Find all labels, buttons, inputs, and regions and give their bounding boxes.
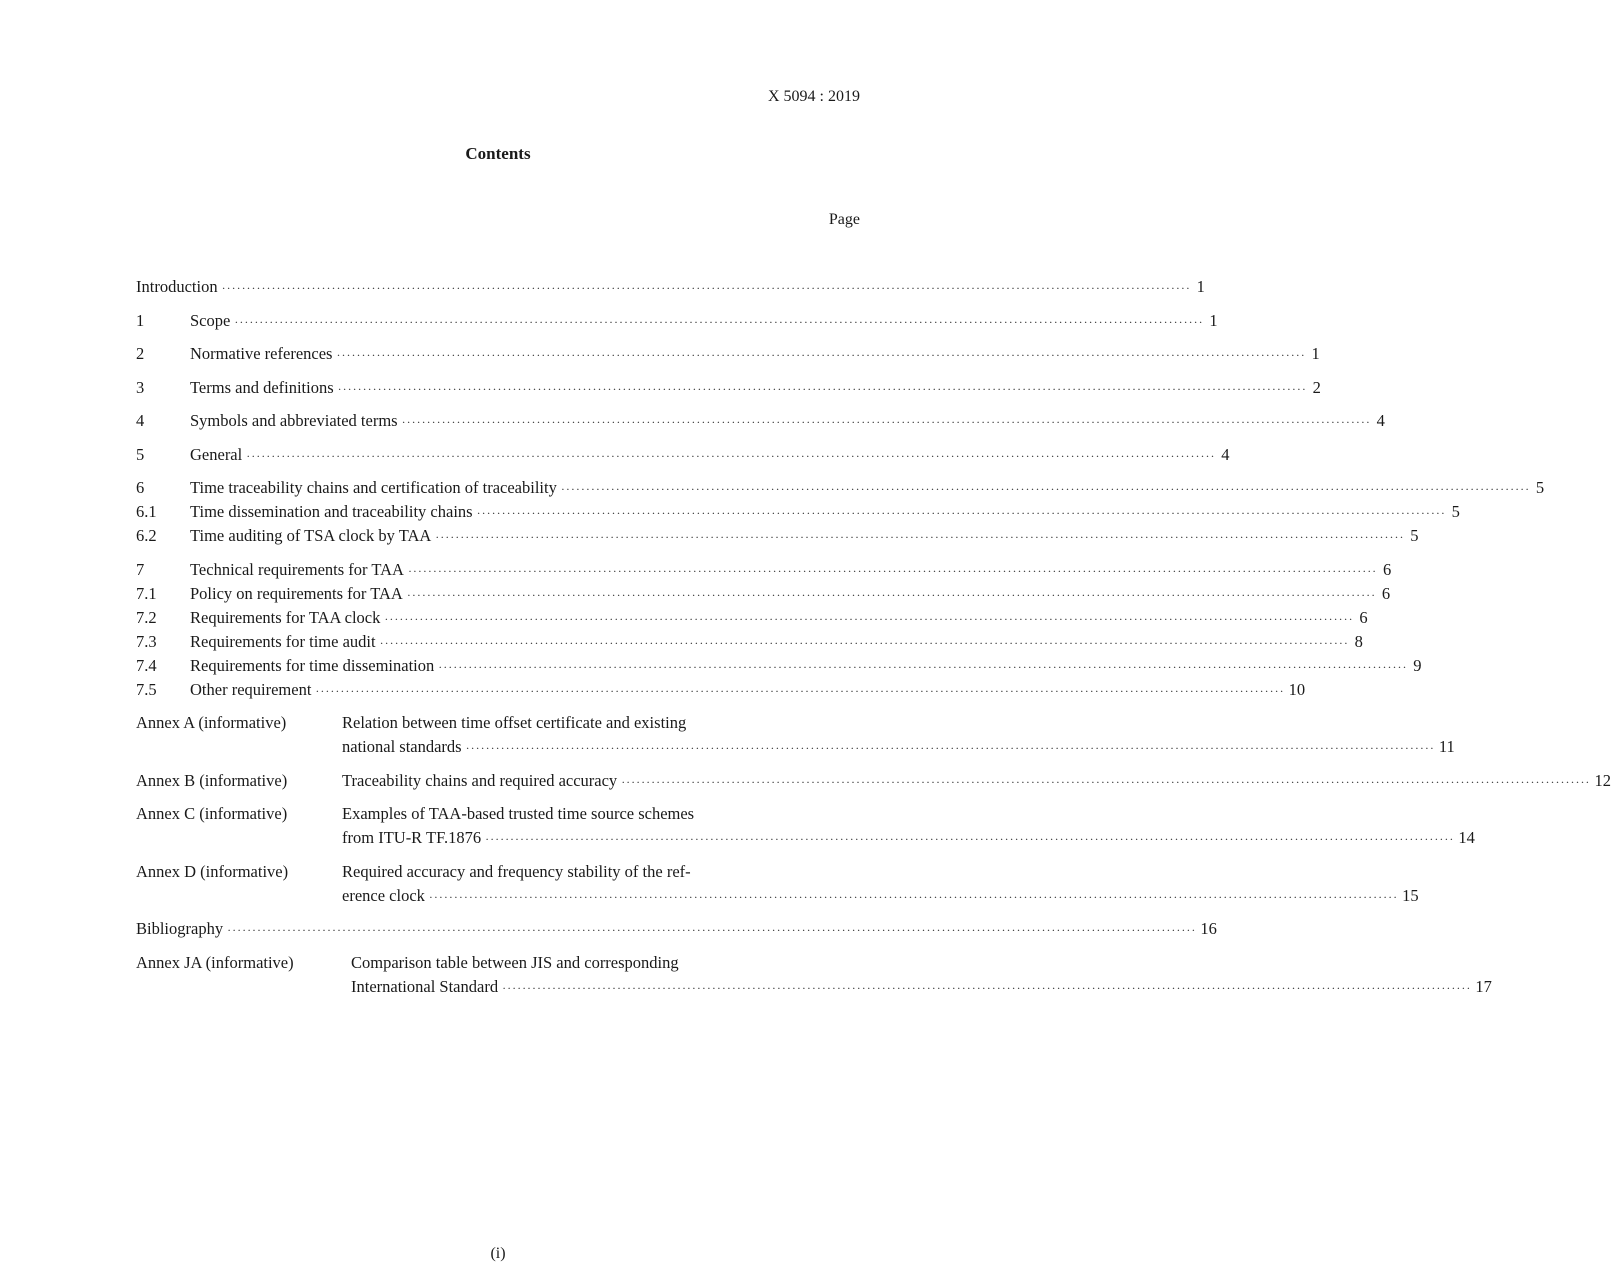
toc-entry-page: 6 — [1382, 559, 1392, 579]
annex-title: Traceability chains and required accuracy — [342, 770, 618, 790]
toc-entry-page: 8 — [1354, 631, 1363, 651]
dot-leader — [246, 444, 1215, 468]
toc-entry-4[interactable] — [136, 409, 1385, 433]
toc-annex-d[interactable] — [136, 860, 1419, 908]
toc-entry-2[interactable] — [136, 342, 1320, 366]
page-number: (i) — [490, 1245, 506, 1262]
annex-title-line1: Relation between time offset certificate and existing — [342, 713, 687, 732]
toc-entry-page: 2 — [1312, 377, 1321, 397]
standard-number: X 5094 : 2019 — [768, 88, 860, 105]
toc-entry-number: 4 — [136, 411, 145, 430]
annex-label: Annex C (informative) — [136, 804, 288, 823]
page-column-label: Page — [828, 211, 860, 228]
annex-body — [342, 802, 1475, 850]
dot-leader — [502, 976, 1471, 1000]
toc-entry-7-2[interactable] — [136, 606, 1368, 630]
toc-annex-ja[interactable] — [136, 951, 1492, 999]
toc-entry-title: Normative references — [190, 344, 333, 363]
dot-leader — [408, 559, 1377, 583]
dot-leader — [466, 736, 1435, 760]
toc-entry-title: General — [190, 444, 243, 464]
toc-entry-title: Requirements for time dissemination — [190, 655, 435, 675]
dot-leader — [477, 501, 1446, 525]
toc-annex-a[interactable] — [136, 711, 1455, 759]
dot-leader — [380, 631, 1349, 655]
toc-entry-number: 2 — [136, 344, 145, 363]
annex-title-line2: International Standard — [351, 976, 499, 996]
toc-entry-title: Time auditing of TSA clock by TAA — [190, 526, 432, 545]
toc-entry-bibliography[interactable] — [136, 917, 1217, 941]
toc-entry-title: Bibliography — [136, 919, 224, 938]
toc-entry-page: 15 — [1402, 885, 1419, 905]
dot-leader — [561, 477, 1530, 501]
dot-leader — [485, 827, 1454, 851]
toc-entry-page: 5 — [1410, 526, 1419, 545]
toc-entry-title: Technical requirements for TAA — [190, 559, 404, 579]
annex-label: Annex D (informative) — [136, 861, 289, 881]
toc-entry-title: Symbols and abbreviated terms — [190, 411, 398, 430]
toc-entry-7-3[interactable] — [136, 630, 1363, 654]
annex-label: Annex JA (informative) — [136, 952, 294, 972]
toc-entry-1[interactable] — [136, 309, 1218, 333]
toc-entry-number: 6 — [136, 478, 145, 497]
dot-leader — [402, 410, 1371, 434]
toc-entry-number: 7.1 — [136, 583, 157, 603]
annex-title-line2-row — [351, 975, 1492, 999]
annex-title-line2: from ITU-R TF.1876 — [342, 828, 482, 847]
toc-entry-page: 1 — [1311, 344, 1320, 363]
annex-title-line2-row — [342, 884, 1419, 908]
annex-title-line2-row — [342, 826, 1475, 850]
page-title: Contents — [465, 144, 531, 163]
dot-leader — [315, 679, 1284, 703]
toc-entry-page: 5 — [1535, 478, 1545, 497]
toc-entry-number: 7.3 — [136, 631, 157, 651]
toc-entry-title: Terms and definitions — [190, 377, 334, 397]
dot-leader — [384, 607, 1353, 631]
toc-entry-6-2[interactable] — [136, 524, 1419, 548]
toc-annex-c[interactable] — [136, 802, 1475, 850]
toc-entry-page: 6 — [1381, 583, 1391, 603]
toc-entry-title: Other requirement — [190, 679, 312, 699]
toc-entry-title: Introduction — [136, 277, 218, 296]
toc-entry-page: 17 — [1475, 976, 1492, 996]
toc-entry-7-4[interactable] — [136, 654, 1422, 678]
annex-label: Annex A (informative) — [136, 713, 287, 732]
toc-entry-page: 6 — [1359, 607, 1368, 627]
toc-entry-page: 16 — [1200, 919, 1217, 938]
toc-entry-title: Requirements for TAA clock — [190, 607, 381, 627]
toc-entry-number: 5 — [136, 444, 145, 464]
toc-entry-title: Time dissemination and traceability chains — [190, 502, 473, 521]
dot-leader — [227, 918, 1196, 942]
dot-leader — [234, 310, 1203, 334]
toc-entry-6-1[interactable] — [136, 500, 1460, 524]
toc-entry-page: 4 — [1221, 444, 1230, 464]
toc-entry-page: 12 — [1594, 770, 1611, 790]
toc-entry-number: 7 — [136, 559, 145, 579]
toc-entry-page: 1 — [1196, 277, 1205, 296]
dot-leader — [222, 276, 1191, 300]
toc-annex-b[interactable] — [136, 769, 1611, 793]
toc-entry-page: 1 — [1209, 310, 1218, 330]
toc-entry-7-1[interactable] — [136, 582, 1391, 606]
toc-entry-3[interactable] — [136, 376, 1321, 400]
table-of-contents — [136, 275, 1611, 999]
toc-entry-page: 14 — [1458, 828, 1475, 847]
annex-title-line2-row — [342, 735, 1455, 759]
toc-entry-page: 10 — [1288, 679, 1306, 699]
dot-leader — [621, 770, 1590, 794]
annex-title-line2: national standards — [342, 737, 462, 756]
toc-entry-6[interactable] — [136, 476, 1545, 500]
annex-title-line1: Comparison table between JIS and corresponding — [351, 952, 679, 972]
annex-body — [342, 711, 1455, 759]
toc-entry-number: 1 — [136, 310, 145, 330]
toc-entry-page: 11 — [1438, 737, 1455, 756]
toc-entry-7-5[interactable] — [136, 678, 1306, 702]
toc-entry-5[interactable] — [136, 443, 1230, 467]
toc-entry-introduction[interactable] — [136, 275, 1205, 299]
toc-entry-title: Policy on requirements for TAA — [190, 583, 403, 603]
dot-leader — [429, 885, 1398, 909]
annex-body — [351, 951, 1492, 999]
toc-entry-number: 7.4 — [136, 655, 157, 675]
toc-entry-number: 7.5 — [136, 679, 157, 699]
annex-body — [342, 769, 1611, 793]
toc-entry-7[interactable] — [136, 558, 1392, 582]
toc-entry-page: 4 — [1376, 411, 1385, 430]
toc-entry-page: 5 — [1451, 502, 1460, 521]
annex-title-line1: Required accuracy and frequency stability of the ref- — [342, 861, 691, 881]
annex-title-line2: erence clock — [342, 885, 425, 905]
toc-entry-page: 9 — [1413, 655, 1422, 675]
toc-entry-number: 6.1 — [136, 502, 157, 521]
dot-leader — [438, 655, 1407, 679]
toc-entry-number: 6.2 — [136, 526, 157, 545]
annex-title-row — [342, 769, 1611, 793]
toc-entry-title: Requirements for time audit — [190, 631, 376, 651]
annex-body — [342, 860, 1419, 908]
toc-entry-number: 3 — [136, 377, 145, 397]
toc-entry-title: Scope — [190, 310, 231, 330]
dot-leader — [338, 377, 1307, 401]
dot-leader — [407, 583, 1376, 607]
annex-title-line1: Examples of TAA-based trusted time source schemes — [342, 804, 695, 823]
toc-entry-number: 7.2 — [136, 607, 157, 627]
dot-leader — [435, 525, 1404, 549]
dot-leader — [336, 343, 1305, 367]
toc-entry-title: Time traceability chains and certification of traceability — [190, 478, 557, 497]
annex-label: Annex B (informative) — [136, 770, 288, 790]
